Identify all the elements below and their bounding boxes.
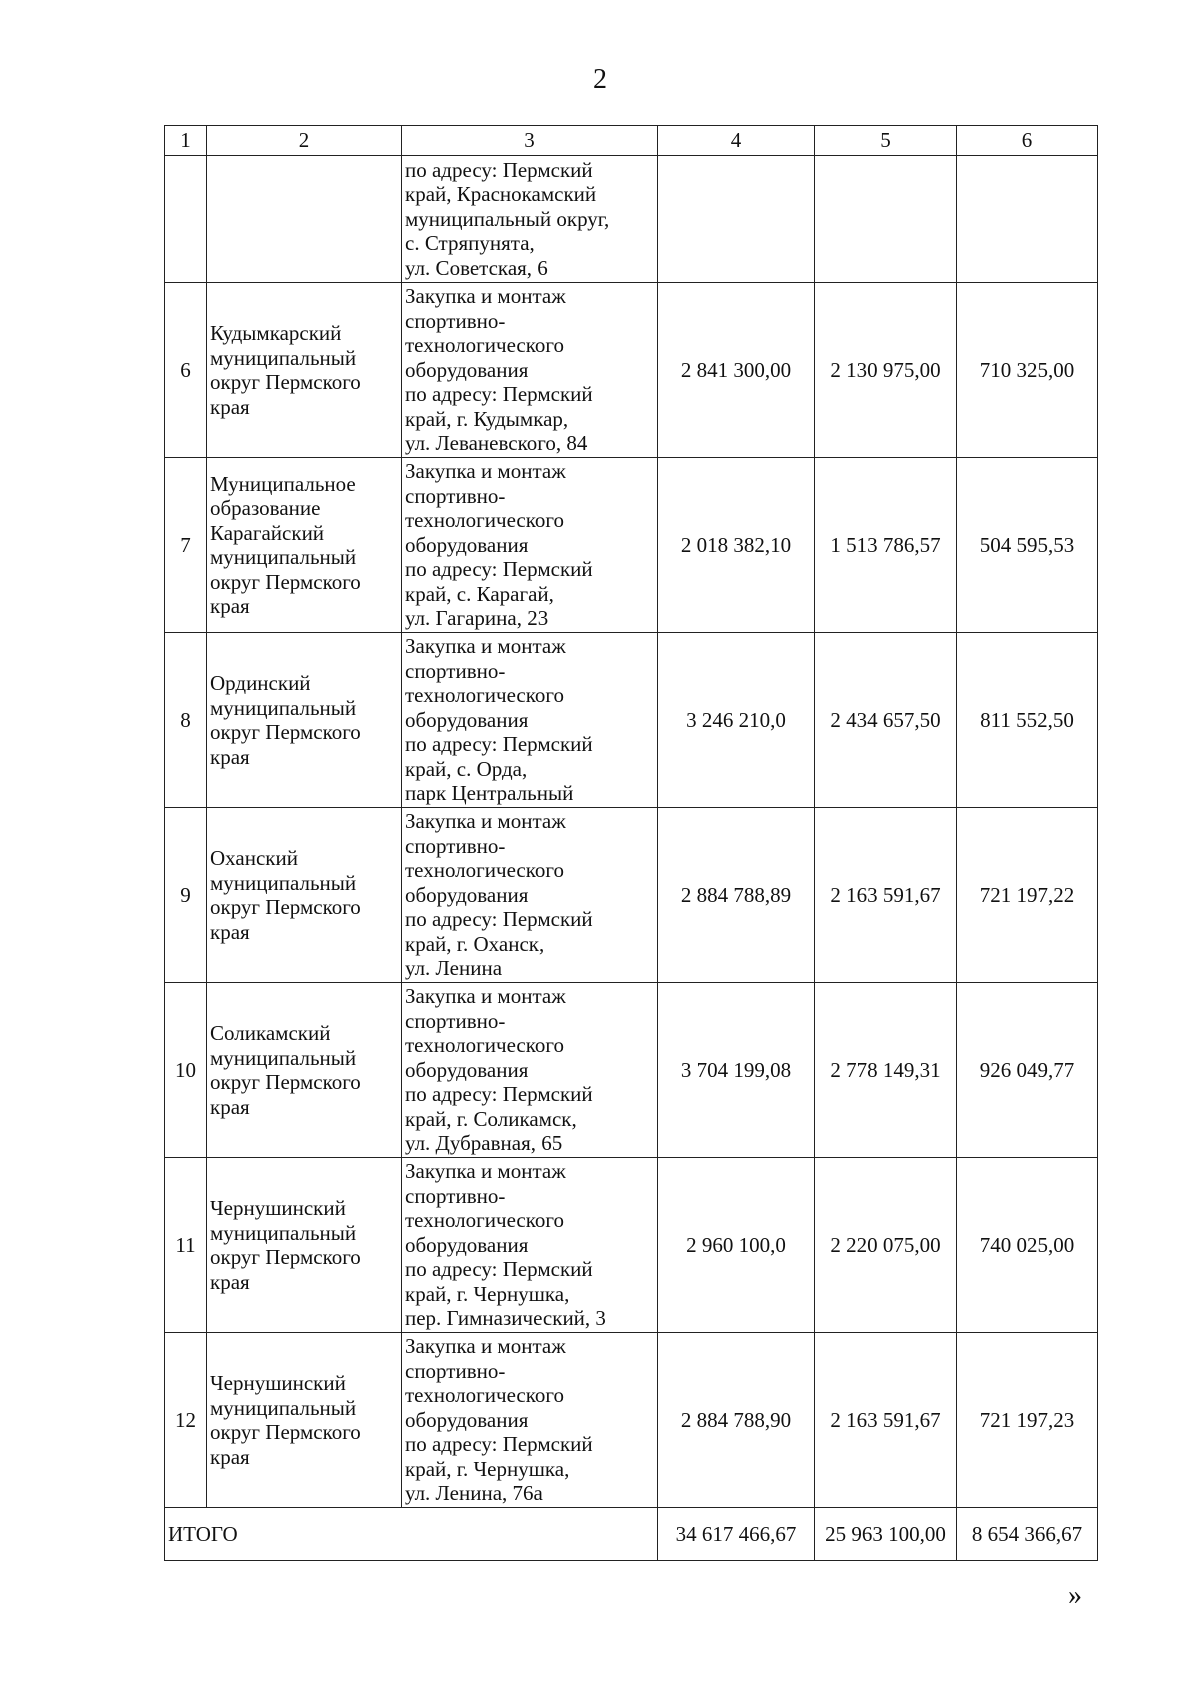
continuation-col5-cell: [815, 156, 957, 283]
amount-col5-cell: 2 163 591,67: [815, 808, 957, 983]
amount-col4-cell: 2 960 100,0: [658, 1158, 815, 1333]
description-line: Закупка и монтаж: [405, 984, 566, 1009]
description-cell: [402, 633, 658, 808]
total-col4: 34 617 466,67: [658, 1508, 815, 1561]
description-line: по адресу: Пермский: [405, 1432, 593, 1457]
name-line: Соликамский: [210, 1021, 331, 1045]
description-line: с. Стряпунята,: [405, 231, 535, 256]
description-line: спортивно-: [405, 1008, 506, 1033]
total-col5: 25 963 100,00: [815, 1508, 957, 1561]
amount-col4-cell: 2 841 300,00: [658, 283, 815, 458]
page-number: 2: [593, 64, 607, 95]
amount-col4-cell: 2 018 382,10: [658, 458, 815, 633]
row-number-cell: 9: [165, 808, 207, 983]
table-row: [165, 1158, 1098, 1333]
description-line: оборудования: [405, 707, 529, 732]
header-col-6: 6: [957, 126, 1098, 156]
description-line: оборудования: [405, 1057, 529, 1082]
description-line: ул. Ленина: [405, 956, 503, 981]
amount-col4-cell: 3 704 199,08: [658, 983, 815, 1158]
amount-col5-cell: 1 513 786,57: [815, 458, 957, 633]
row-number-cell: 7: [165, 458, 207, 633]
row-number-cell: 11: [165, 1158, 207, 1333]
header-col-1: 1: [165, 126, 207, 156]
description-line: по адресу: Пермский: [405, 907, 593, 932]
description-line: пер. Гимназический, 3: [405, 1306, 606, 1331]
description-line: Закупка и монтаж: [405, 1159, 566, 1184]
description-line: технологического: [405, 508, 564, 533]
table-row: [165, 458, 1098, 633]
amount-col4-cell: 2 884 788,90: [658, 1333, 815, 1508]
description-line: край, г. Оханск,: [405, 931, 545, 956]
description-line: по адресу: Пермский: [405, 732, 593, 757]
table-row: [165, 983, 1098, 1158]
funding-table: [164, 125, 1098, 1561]
total-row: [165, 1508, 1098, 1561]
name-line: края: [210, 1269, 250, 1294]
description-line: технологического: [405, 1383, 564, 1408]
municipality-name-cell: [207, 808, 402, 983]
description-cell: [402, 983, 658, 1158]
amount-col6-cell: 721 197,22: [957, 808, 1098, 983]
name-line: Оханский: [210, 846, 298, 870]
description-line: оборудования: [405, 357, 529, 382]
amount-col6-cell: 710 325,00: [957, 283, 1098, 458]
description-line: оборудования: [405, 1232, 529, 1257]
total-col6: 8 654 366,67: [957, 1508, 1098, 1561]
description-line: по адресу: Пермский: [405, 1082, 593, 1107]
description-line: по адресу: Пермский: [405, 382, 593, 407]
description-line: Закупка и монтаж: [405, 634, 566, 659]
name-line: муниципальный: [210, 1220, 357, 1245]
name-line: края: [210, 744, 250, 769]
name-line: Ординский: [210, 671, 311, 695]
table-row: [165, 633, 1098, 808]
description-line: край, с. Орда,: [405, 756, 528, 781]
name-line: Карагайский: [210, 520, 325, 545]
description-line: ул. Дубравная, 65: [405, 1131, 563, 1156]
name-line: края: [210, 919, 250, 944]
description-line: Закупка и монтаж: [405, 459, 566, 484]
name-line: округ Пермского: [210, 370, 361, 394]
description-line: край, Краснокамский: [405, 182, 597, 207]
municipality-name-cell: [207, 633, 402, 808]
description-line: технологического: [405, 1033, 564, 1058]
description-line: технологического: [405, 333, 564, 358]
description-line: спортивно-: [405, 308, 506, 333]
description-line: спортивно-: [405, 1183, 506, 1208]
row-number-cell: 8: [165, 633, 207, 808]
table-row: [165, 1333, 1098, 1508]
description-cell: [402, 808, 658, 983]
row-number-cell: 6: [165, 283, 207, 458]
description-line: оборудования: [405, 1407, 529, 1432]
description-line: оборудования: [405, 532, 529, 557]
name-line: муниципальный: [210, 345, 357, 370]
amount-col5-cell: 2 130 975,00: [815, 283, 957, 458]
amount-col5-cell: 2 778 149,31: [815, 983, 957, 1158]
name-line: округ Пермского: [210, 720, 361, 744]
municipality-name-cell: [207, 983, 402, 1158]
name-line: Кудымкарский: [210, 321, 342, 345]
name-line: края: [210, 1444, 250, 1469]
description-line: по адресу: Пермский: [405, 1257, 593, 1282]
municipality-name-cell: [207, 283, 402, 458]
description-line: край, г. Кудымкар,: [405, 406, 569, 431]
description-line: по адресу: Пермский: [405, 557, 593, 582]
description-line: край, г. Чернушка,: [405, 1281, 570, 1306]
description-cell: [402, 283, 658, 458]
description-line: Закупка и монтаж: [405, 1334, 566, 1359]
name-line: Муниципальное: [210, 471, 356, 496]
description-line: спортивно-: [405, 833, 506, 858]
description-line: Закупка и монтаж: [405, 284, 566, 309]
name-line: муниципальный: [210, 1045, 357, 1070]
description-cell: [402, 1158, 658, 1333]
municipality-name-cell: [207, 1333, 402, 1508]
description-line: Закупка и монтаж: [405, 809, 566, 834]
continuation-description-cell: [402, 156, 658, 283]
name-line: муниципальный: [210, 870, 357, 895]
description-cell: [402, 458, 658, 633]
description-line: технологического: [405, 858, 564, 883]
description-line: спортивно-: [405, 658, 506, 683]
closing-quote: »: [1068, 1580, 1082, 1611]
table-row: [165, 283, 1098, 458]
description-line: парк Центральный: [405, 781, 574, 806]
name-line: края: [210, 594, 250, 618]
amount-col5-cell: 2 163 591,67: [815, 1333, 957, 1508]
header-col-5: 5: [815, 126, 957, 156]
name-line: округ Пермского: [210, 895, 361, 919]
name-line: муниципальный: [210, 545, 357, 569]
row-number-cell: 12: [165, 1333, 207, 1508]
header-row: [165, 126, 1098, 156]
description-line: край, с. Карагай,: [405, 581, 554, 606]
name-line: округ Пермского: [210, 1245, 361, 1269]
description-line: спортивно-: [405, 1358, 506, 1383]
amount-col4-cell: 3 246 210,0: [658, 633, 815, 808]
description-line: ул. Гагарина, 23: [405, 606, 549, 631]
name-line: образование: [210, 496, 321, 520]
amount-col5-cell: 2 434 657,50: [815, 633, 957, 808]
table-row: [165, 808, 1098, 983]
amount-col6-cell: 926 049,77: [957, 983, 1098, 1158]
row-number-cell: 10: [165, 983, 207, 1158]
total-label: ИТОГО: [165, 1508, 658, 1561]
amount-col6-cell: 811 552,50: [957, 633, 1098, 808]
name-line: муниципальный: [210, 695, 357, 720]
description-line: край, г. Чернушка,: [405, 1456, 570, 1481]
continuation-row: [165, 156, 1098, 283]
continuation-name-cell: [207, 156, 402, 283]
amount-col6-cell: 504 595,53: [957, 458, 1098, 633]
description-line: край, г. Соликамск,: [405, 1106, 577, 1131]
name-line: округ Пермского: [210, 1420, 361, 1444]
municipality-name-cell: [207, 1158, 402, 1333]
name-line: округ Пермского: [210, 569, 361, 594]
continuation-col6-cell: [957, 156, 1098, 283]
description-line: технологического: [405, 1208, 564, 1233]
description-line: оборудования: [405, 882, 529, 907]
amount-col5-cell: 2 220 075,00: [815, 1158, 957, 1333]
amount-col4-cell: 2 884 788,89: [658, 808, 815, 983]
name-line: Чернушинский: [210, 1371, 346, 1395]
description-cell: [402, 1333, 658, 1508]
name-line: округ Пермского: [210, 1070, 361, 1094]
description-line: технологического: [405, 683, 564, 708]
description-line: спортивно-: [405, 483, 506, 508]
continuation-col4-cell: [658, 156, 815, 283]
continuation-num-cell: [165, 156, 207, 283]
description-line: ул. Советская, 6: [405, 255, 548, 280]
amount-col6-cell: 721 197,23: [957, 1333, 1098, 1508]
header-col-3: 3: [402, 126, 658, 156]
name-line: края: [210, 394, 250, 419]
description-line: по адресу: Пермский: [405, 157, 593, 182]
name-line: края: [210, 1094, 250, 1119]
name-line: муниципальный: [210, 1395, 357, 1420]
description-line: ул. Леваневского, 84: [405, 431, 588, 456]
amount-col6-cell: 740 025,00: [957, 1158, 1098, 1333]
header-col-4: 4: [658, 126, 815, 156]
description-line: муниципальный округ,: [405, 206, 610, 231]
municipality-name-cell: [207, 458, 402, 633]
name-line: Чернушинский: [210, 1196, 346, 1220]
description-line: ул. Ленина, 76а: [405, 1481, 543, 1506]
header-col-2: 2: [207, 126, 402, 156]
